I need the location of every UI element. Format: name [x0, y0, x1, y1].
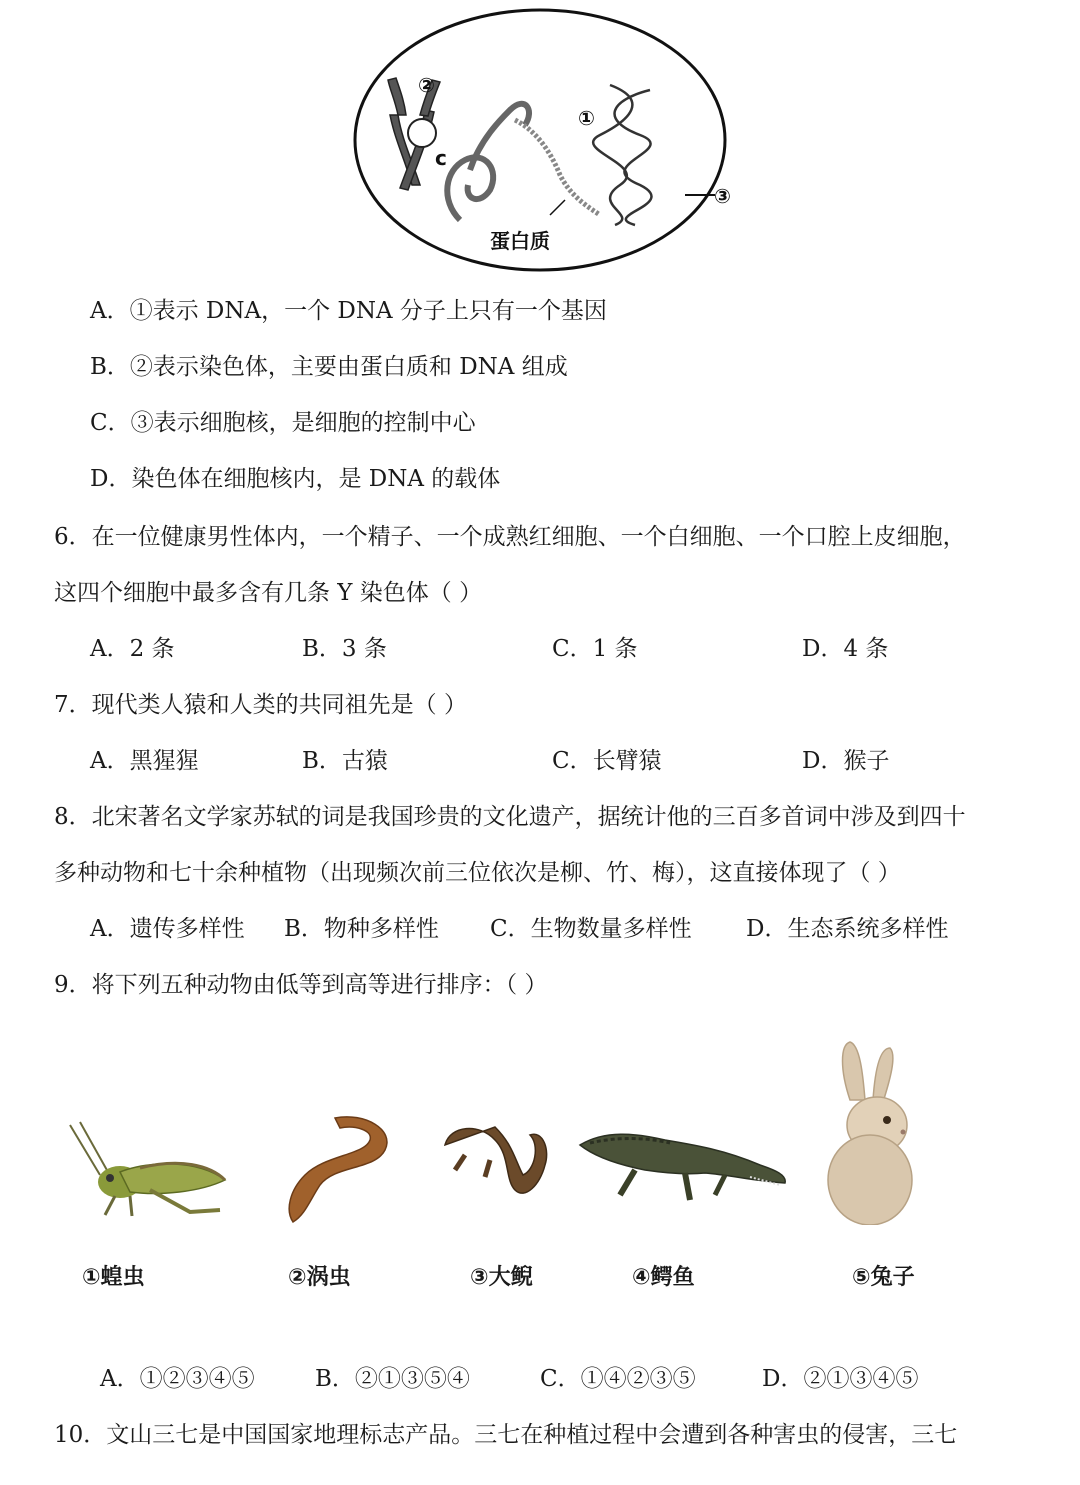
q8-options	[0, 914, 1080, 944]
q8-stem-line1: 8．北宋著名文学家苏轼的词是我国珍贵的文化遗产，据统计他的三百多首词中涉及到四十	[54, 804, 966, 830]
grasshopper-picture	[60, 1120, 235, 1220]
q5-option-b: B．②表示染色体，主要由蛋白质和 DNA 组成	[90, 354, 568, 380]
q8-option-a: A．遗传多样性	[90, 916, 245, 942]
q7-option-b: B．古猿	[302, 748, 388, 774]
salamander-picture	[435, 1115, 555, 1215]
flatworm-picture	[275, 1110, 405, 1230]
q5-option-c: C．③表示细胞核，是细胞的控制中心	[90, 410, 476, 436]
animal-caption-2: ②涡虫	[288, 1265, 351, 1290]
chromosome-diagram	[350, 0, 750, 275]
rabbit-picture	[815, 1040, 930, 1225]
chromatin-fibre	[515, 120, 600, 215]
q6-option-a: A．2 条	[90, 636, 175, 662]
q6-option-c: C．1 条	[552, 636, 638, 662]
q7-option-c: C．长臂猿	[552, 748, 662, 774]
q7-stem: 7．现代类人猿和人类的共同祖先是（ ）	[54, 692, 467, 718]
label-2: ②	[418, 73, 435, 97]
q9-option-b: B．②①③⑤④	[315, 1366, 470, 1392]
q6-stem-line1: 6．在一位健康男性体内，一个精子、一个成熟红细胞、一个白细胞、一个口腔上皮细胞，	[54, 524, 966, 550]
q5-option-a: A．①表示 DNA，一个 DNA 分子上只有一个基因	[90, 298, 607, 324]
dna-helix	[593, 85, 651, 225]
q8-option-d: D．生态系统多样性	[746, 916, 949, 942]
chromosome-diagram-figure	[350, 0, 750, 275]
protein-pointer	[550, 200, 565, 215]
zoom-circle	[408, 119, 436, 147]
animal-figures	[40, 1035, 1040, 1305]
zoom-c-mark: c	[435, 146, 447, 170]
q9-option-a: A．①②③④⑤	[100, 1366, 255, 1392]
crocodile-picture	[575, 1115, 790, 1215]
animal-caption-1: ①蝗虫	[82, 1265, 145, 1290]
q6-option-b: B．3 条	[302, 636, 387, 662]
q9-option-c: C．①④②③⑤	[540, 1366, 696, 1392]
q6-option-d: D．4 条	[802, 636, 889, 662]
label-protein: 蛋白质	[490, 229, 550, 253]
label-1: ①	[578, 106, 595, 130]
q5-option-d: D．染色体在细胞核内，是 DNA 的载体	[90, 466, 501, 492]
q9-stem: 9．将下列五种动物由低等到高等进行排序：（ ）	[54, 972, 548, 998]
q7-options	[0, 746, 1080, 776]
q8-option-b: B．物种多样性	[284, 916, 439, 942]
q10-stem-line1: 10．文山三七是中国国家地理标志产品。三七在种植过程中会遭到各种害虫的侵害，三七	[54, 1422, 958, 1448]
q9-option-d: D．②①③④⑤	[762, 1366, 919, 1392]
animal-caption-5: ⑤兔子	[852, 1265, 915, 1290]
q7-option-a: A．黑猩猩	[90, 748, 199, 774]
animal-caption-4: ④鳄鱼	[632, 1265, 695, 1290]
q8-stem-line2: 多种动物和七十余种植物（出现频次前三位依次是柳、竹、梅），这直接体现了（ ）	[54, 860, 901, 886]
q8-option-c: C．生物数量多样性	[490, 916, 692, 942]
q9-options	[0, 1364, 1080, 1394]
label-3: ③	[714, 184, 731, 208]
animal-caption-3: ③大鲵	[470, 1265, 533, 1290]
q7-option-d: D．猴子	[802, 748, 890, 774]
q6-options	[0, 634, 1080, 664]
q6-stem-line2: 这四个细胞中最多含有几条 Y 染色体（ ）	[54, 580, 483, 606]
